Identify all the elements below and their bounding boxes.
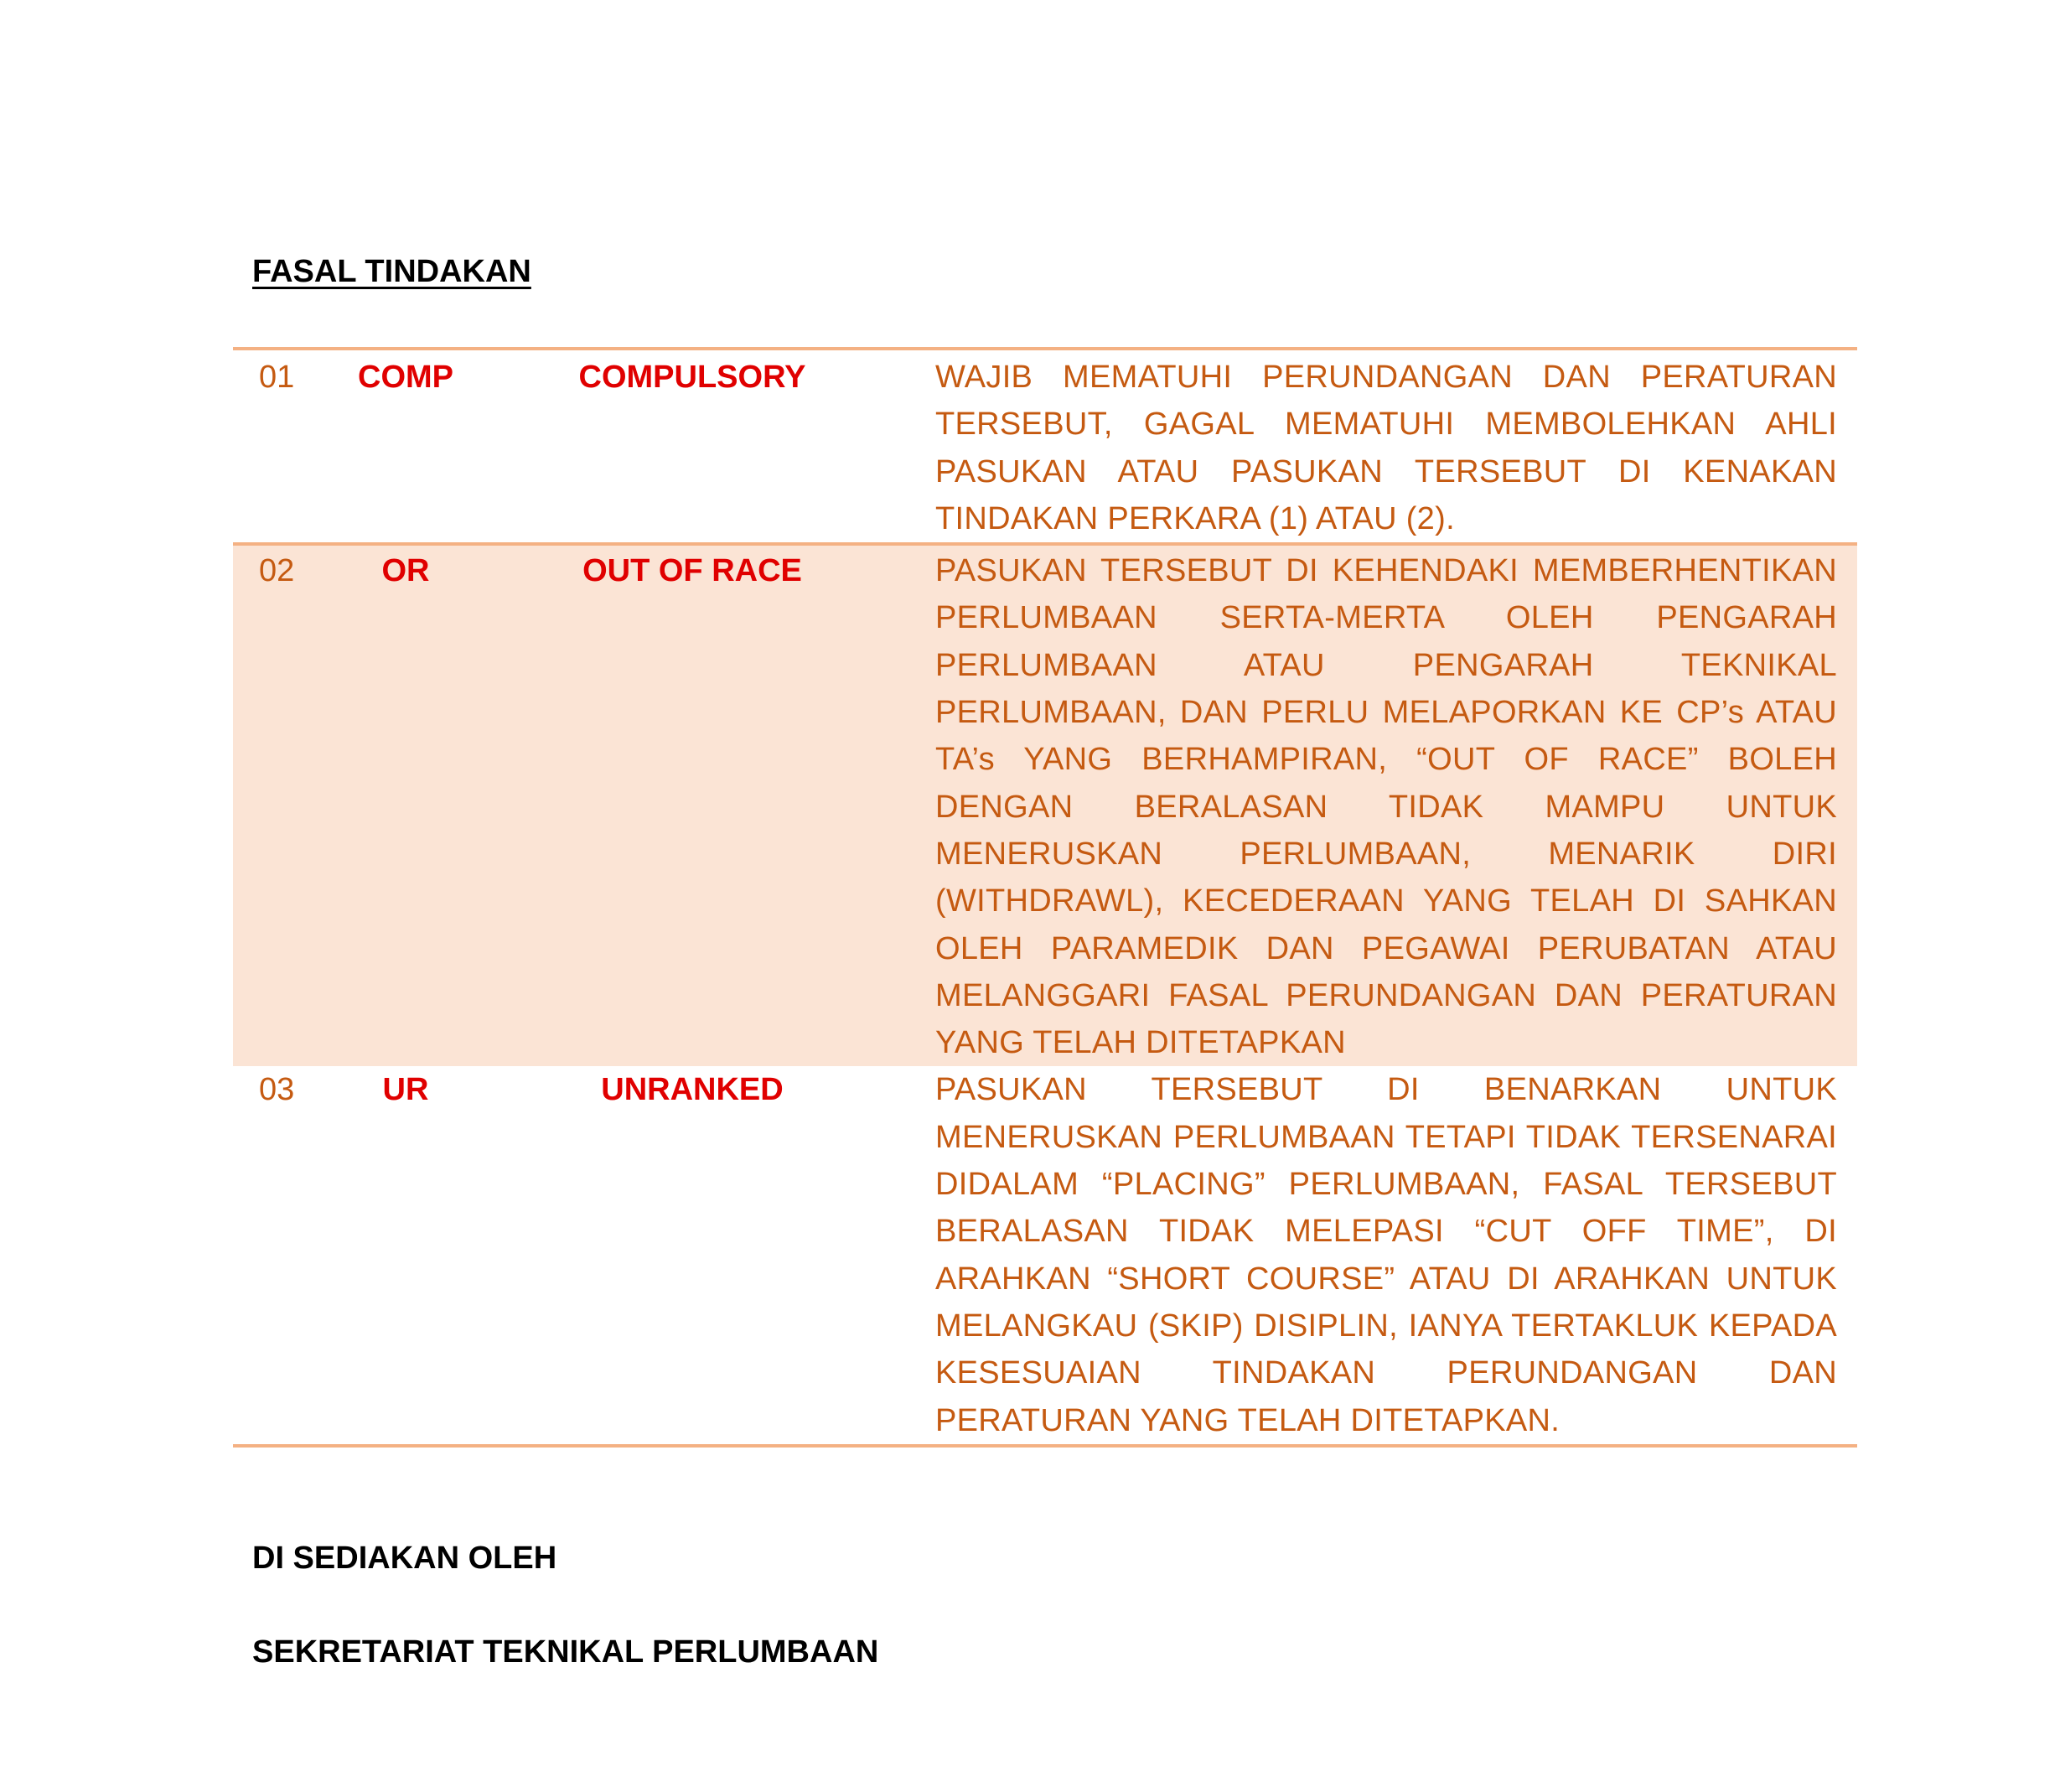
table-row (233, 350, 1857, 546)
prepared-by-label: DI SEDIAKAN OLEH (252, 1541, 557, 1576)
row-number: 03 (259, 1072, 295, 1108)
row-description: WAJIB MEMATUHI PERUNDANGAN DAN PERATURAN TERSEBUT, GAGAL MEMATUHI MEMBOLEHKAN AHLI PASUKAN ATAU PASUKAN TERSEBUT DI KENAKAN TINDAKAN PERKARA (1) ATAU (2). (935, 360, 1837, 536)
row-number: 01 (259, 360, 295, 395)
row-status: COMPULSORY (578, 360, 806, 395)
organization-name: SEKRETARIAT TEKNIKAL PERLUMBAAN (252, 1634, 879, 1670)
table-row (233, 1066, 1857, 1443)
table-row (233, 546, 1857, 1066)
row-status: OUT OF RACE (582, 553, 802, 589)
row-status: UNRANKED (601, 1072, 784, 1108)
page-title: FASAL TINDAKAN (252, 254, 531, 289)
row-code: COMP (358, 360, 453, 395)
row-number: 02 (259, 553, 295, 589)
row-code: UR (382, 1072, 429, 1108)
row-code: OR (381, 553, 430, 589)
row-description: PASUKAN TERSEBUT DI KEHENDAKI MEMBERHENTIKAN PERLUMBAAN SERTA-MERTA OLEH PENGARAH PERLUMBAAN ATAU PENGARAH TEKNIKAL PERLUMBAAN, DAN PERLU MELAPORKAN KE CP’s ATAU TA’s YANG BERHAMPIRAN, “OUT OF RACE” BOLEH DENGAN BERALASAN TIDAK MAMPU UNTUK MENERUSKAN PERLUMBAAN, MENARIK DIRI (WITHDRAWL), KECEDERAAN YANG TELAH DI SAHKAN OLEH PARAMEDIK DAN PEGAWAI PERUBATAN ATAU MELANGGARI FASAL PERUNDANGAN DAN PERATURAN YANG TELAH DITETAPKAN (935, 553, 1837, 1061)
action-clause-table (233, 347, 1857, 1448)
row-description: PASUKAN TERSEBUT DI BENARKAN UNTUK MENERUSKAN PERLUMBAAN TETAPI TIDAK TERSENARAI DIDALAM “PLACING” PERLUMBAAN, FASAL TERSEBUT BERALASAN TIDAK MELEPASI “CUT OFF TIME”, DI ARAHKAN “SHORT COURSE” ATAU DI ARAHKAN UNTUK MELANGKAU (SKIP) DISIPLIN, IANYA TERTAKLUK KEPADA KESESUAIAN TINDAKAN PERUNDANGAN DAN PERATURAN YANG TELAH DITETAPKAN. (935, 1072, 1837, 1438)
